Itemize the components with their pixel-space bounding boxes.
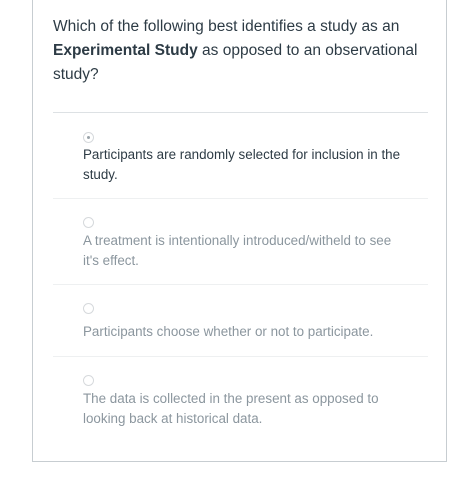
question-text bbox=[53, 15, 433, 87]
question-suffix: as opposed to an observational study? bbox=[53, 42, 418, 83]
answer-label: Participants are randomly selected for inclusion in the study. bbox=[83, 147, 401, 182]
answer-option-2[interactable] bbox=[53, 199, 428, 285]
question-prefix: Which of the following best identifies a study as an bbox=[53, 18, 400, 35]
answer-label: The data is collected in the present as opposed to looking back at historical data. bbox=[83, 391, 379, 426]
radio-button-icon[interactable] bbox=[83, 303, 94, 314]
question-emphasis: Experimental Study bbox=[53, 42, 198, 59]
answer-list bbox=[53, 113, 428, 447]
answer-option-1[interactable] bbox=[53, 113, 428, 199]
radio-button-icon[interactable] bbox=[83, 217, 94, 228]
radio-button-icon[interactable] bbox=[83, 375, 94, 386]
answer-option-3[interactable] bbox=[53, 285, 428, 357]
answer-option-4[interactable] bbox=[53, 357, 428, 447]
answer-label: Participants choose whether or not to participate. bbox=[83, 324, 374, 339]
radio-button-selected-icon[interactable] bbox=[83, 132, 94, 143]
answer-label: A treatment is intentionally introduced/witheld to see it's effect. bbox=[83, 233, 392, 268]
question-card bbox=[32, 0, 447, 462]
